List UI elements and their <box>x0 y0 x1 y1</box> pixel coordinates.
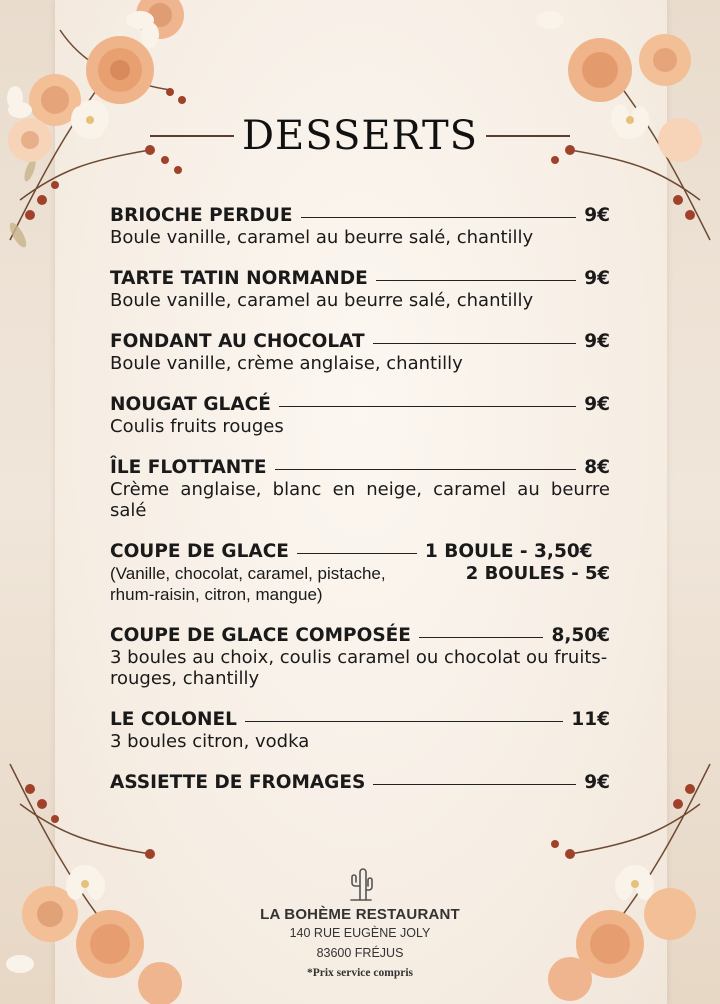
leader-line <box>279 406 576 407</box>
item-price: 8,50€ <box>551 625 610 646</box>
item-name: TARTE TATIN NORMANDE <box>110 268 368 289</box>
page-title: DESSERTS <box>241 113 479 159</box>
item-price: 9€ <box>584 268 610 289</box>
item-description: Coulis fruits rouges <box>110 416 284 437</box>
leader-line <box>419 637 544 638</box>
item-description: Boule vanille, caramel au beurre salé, chantilly <box>110 227 534 248</box>
menu-item <box>110 394 610 437</box>
item-price: 9€ <box>584 394 610 415</box>
menu-item <box>110 331 610 374</box>
leader-line <box>275 469 577 470</box>
item-price-two-scoops: 2 BOULES - 5€ <box>465 563 610 584</box>
item-description: 3 boules au choix, coulis caramel ou chocolat ou fruits-rouges, chantilly <box>110 647 608 689</box>
item-name: ÎLE FLOTTANTE <box>110 457 267 478</box>
leader-line <box>245 721 563 722</box>
background-left <box>0 0 60 1004</box>
item-price: 9€ <box>584 331 610 352</box>
item-description: Boule vanille, crème anglaise, chantilly <box>110 353 463 374</box>
background-right <box>660 0 720 1004</box>
title-row <box>150 108 570 164</box>
item-price: 11€ <box>571 709 610 730</box>
item-name: LE COLONEL <box>110 709 237 730</box>
item-name: NOUGAT GLACÉ <box>110 394 271 415</box>
item-price: 9€ <box>584 772 610 793</box>
restaurant-footer <box>210 866 510 979</box>
restaurant-name: LA BOHÈME RESTAURANT <box>260 906 460 923</box>
leader-line <box>301 217 577 218</box>
address-city: 83600 FRÉJUS <box>316 946 404 960</box>
item-description: Boule vanille, caramel au beurre salé, chantilly <box>110 290 534 311</box>
leader-line <box>373 343 577 344</box>
menu-item <box>110 625 610 689</box>
item-price-one-scoop: 1 BOULE - 3,50€ <box>424 541 593 562</box>
item-description: (Vanille, chocolat, caramel, pistache, rhum-raisin, citron, mangue) <box>110 564 386 604</box>
menu-item <box>110 205 610 248</box>
title-rule-left <box>150 135 234 137</box>
dessert-list <box>110 205 610 814</box>
address-street: 140 RUE EUGÈNE JOLY <box>289 926 431 940</box>
item-name: ASSIETTE DE FROMAGES <box>110 772 366 793</box>
item-price: 8€ <box>584 457 610 478</box>
service-note: *Prix service compris <box>306 967 413 979</box>
item-name: COUPE DE GLACE <box>110 541 289 562</box>
item-name: BRIOCHE PERDUE <box>110 205 293 226</box>
item-price: 9€ <box>584 205 610 226</box>
menu-item <box>110 268 610 311</box>
menu-item <box>110 772 610 794</box>
item-description: Crème anglaise, blanc en neige, caramel au beurre salé <box>110 479 610 521</box>
leader-line <box>376 280 576 281</box>
menu-item <box>110 709 610 752</box>
item-name: COUPE DE GLACE COMPOSÉE <box>110 625 411 646</box>
menu-item <box>110 457 610 521</box>
leader-line <box>373 784 576 785</box>
menu-item-coupe <box>110 541 610 605</box>
cactus-icon <box>345 866 375 902</box>
title-rule-right <box>486 135 570 137</box>
leader-line <box>297 553 417 554</box>
item-description: 3 boules citron, vodka <box>110 731 310 752</box>
item-name: FONDANT AU CHOCOLAT <box>110 331 365 352</box>
